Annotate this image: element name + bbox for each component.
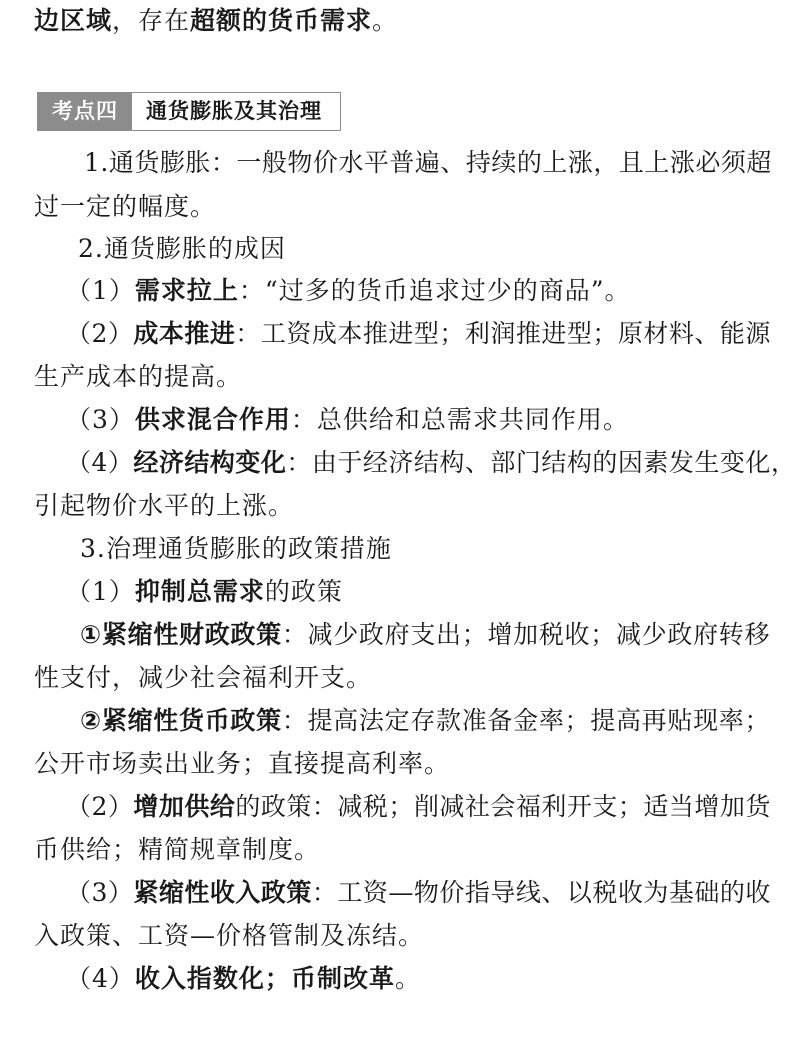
- paragraph-line: [34, 360, 770, 394]
- paragraph-line: [34, 190, 770, 224]
- text: 过一定的幅度。: [34, 192, 217, 221]
- bold-term: 超额的货币需求: [190, 6, 373, 35]
- section-tag: 考点四: [38, 93, 132, 130]
- text: 引起物价水平的上涨。: [34, 491, 295, 520]
- text: ：工资成本推进型；利润推进型；原材料、能源: [235, 319, 771, 348]
- section-heading: [37, 92, 341, 131]
- item-number: （2）: [66, 792, 134, 821]
- text: 的政策: [264, 577, 343, 606]
- text: ：总供给和总需求共同作用。: [290, 405, 629, 434]
- text: 2.通货膨胀的成因: [78, 234, 286, 263]
- measure-subitem: [80, 704, 770, 738]
- item-number: （3）: [66, 405, 135, 434]
- paragraph-line: [34, 661, 770, 695]
- subheading: [80, 532, 770, 566]
- text: 币供给；精简规章制度。: [34, 835, 321, 864]
- item-number: （4）: [66, 448, 134, 477]
- cause-item: [66, 274, 770, 308]
- text: ：减少政府支出；增加税收；减少政府转移: [281, 620, 770, 649]
- measure-item: [66, 876, 770, 910]
- bold-term: ②紧缩性货币政策: [80, 706, 282, 735]
- text: ：提高法定存款准备金率；提高再贴现率；: [281, 706, 770, 735]
- paragraph-line: [34, 919, 770, 953]
- text: ，存在: [112, 6, 191, 35]
- paragraph-line: [84, 146, 770, 180]
- text: 1.通货膨胀：一般物价水平普遍、持续的上涨，且上涨必须超: [84, 148, 772, 177]
- bold-term: 抑制总需求: [134, 577, 265, 606]
- bold-term: 增加供给: [133, 792, 236, 821]
- bold-term: 成本推进: [133, 319, 236, 348]
- subheading: [78, 232, 770, 266]
- text: 3.治理通货膨胀的政策措施: [80, 534, 392, 563]
- text: ：“过多的货币追求过少的商品”。: [238, 276, 631, 305]
- paragraph-line: [34, 489, 770, 523]
- measure-item: [66, 962, 770, 996]
- cause-item: [66, 403, 770, 437]
- text: 。: [372, 6, 399, 35]
- item-number: （1）: [66, 276, 135, 305]
- text: 性支付，减少社会福利开支。: [34, 663, 373, 692]
- item-number: （2）: [66, 319, 134, 348]
- item-number: （3）: [66, 878, 134, 907]
- cause-item: [66, 446, 797, 480]
- item-number: （4）: [66, 964, 135, 993]
- bold-term: 供求混合作用: [134, 405, 291, 434]
- text: 入政策、工资—价格管制及冻结。: [34, 921, 425, 950]
- bold-term: ①紧缩性财政政策: [80, 620, 282, 649]
- text: 生产成本的提高。: [34, 362, 243, 391]
- bold-term: 币制改革: [290, 964, 395, 993]
- text: 的政策：减税；削减社会福利开支；适当增加货: [235, 792, 771, 821]
- bold-term: 紧缩性收入政策: [133, 878, 312, 907]
- separator: ；: [264, 964, 291, 993]
- bold-term: 收入指数化: [134, 964, 265, 993]
- text: ：由于经济结构、部门结构的因素发生变化，: [286, 448, 797, 477]
- paragraph-line: [34, 833, 770, 867]
- bold-term: 边区域: [34, 6, 113, 35]
- bold-term: 经济结构变化: [133, 448, 287, 477]
- item-number: （1）: [66, 577, 135, 606]
- bold-term: 需求拉上: [134, 276, 239, 305]
- text: ：工资—物价指导线、以税收为基础的收: [311, 878, 771, 907]
- cause-item: [66, 317, 770, 351]
- paragraph-line: [34, 747, 770, 781]
- measure-item: [66, 790, 770, 824]
- text: 公开市场卖出业务；直接提高利率。: [34, 749, 451, 778]
- measure-subitem: [80, 618, 770, 652]
- measure-item: [66, 575, 770, 609]
- section-title: 通货膨胀及其治理: [146, 99, 322, 123]
- text: 。: [394, 964, 421, 993]
- continued-text-line: [34, 4, 770, 38]
